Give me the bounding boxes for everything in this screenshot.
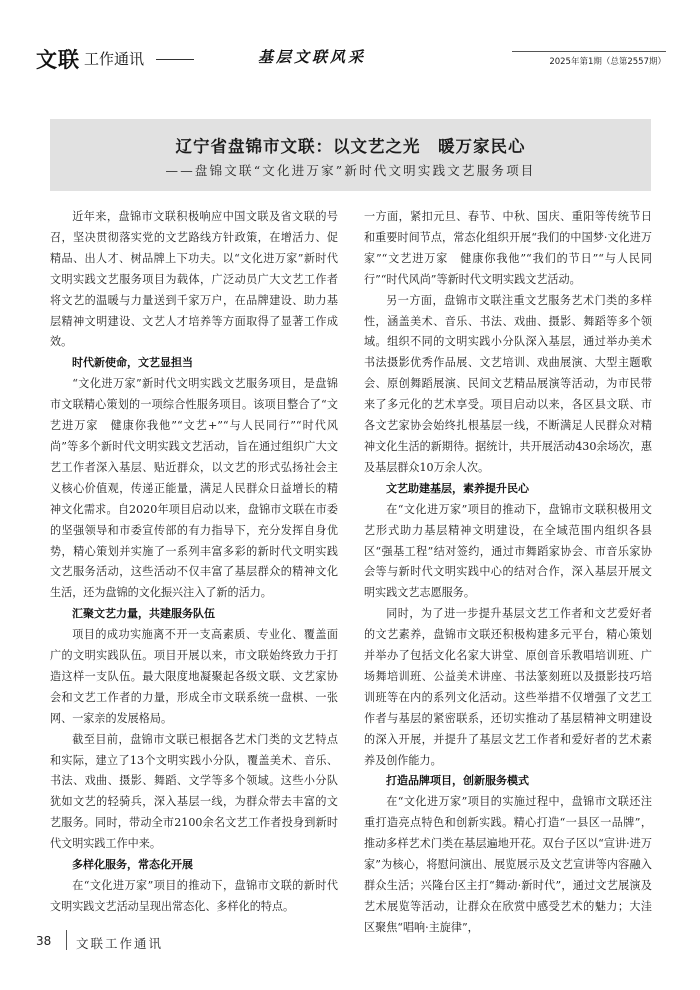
section-heading: 时代新使命，文艺显担当	[72, 356, 193, 370]
paragraph: 截至目前，盘锦市文联已根据各艺术门类的文艺特点和实际，建立了13个文明实践小分队，覆盖美术、音乐、书法、戏曲、摄影、舞蹈、文学等多个领域。这些小分队犹如文艺的轻骑兵，深入基层一线，为群众带去丰富的文艺服务。同时，带动全市2100余名文艺工作者投身到新时代文明实践工作中来。	[50, 732, 338, 851]
section-heading: 打造品牌项目，创新服务模式	[386, 774, 529, 788]
paragraph: 一方面，紧扣元旦、春节、中秋、国庆、重阳等传统节日和重要时间节点，常态化组织开展“我们的中国梦·文化进万家”“文艺进万家 健康你我他”“我们的节日”“与人民同行”“时代风尚”等新时代文明实践文艺活动。	[364, 210, 652, 286]
article-subtitle: ——盘锦文联“文化进万家”新时代文明实践文艺服务项目	[165, 163, 536, 178]
section-heading: 文艺助建基层，素养提升民心	[386, 481, 529, 495]
paragraph: 另一方面，盘锦市文联注重文艺服务艺术门类的多样性，涵盖美术、音乐、书法、戏曲、摄影、舞蹈等多个领域。组织不同的文明实践小分队深入基层，通过举办美术书法摄影优秀作品展、文艺培训、戏曲展演、大型主题歌会、原创舞蹈展演、民间文艺精品展演等活动，为市民带来了多元化的艺术享受。项目启动以来，各区县文联、市各文艺家协会始终扎根基层一线，不断满足人民群众对精神文化生活的新期待。据统计，共开展活动430余场次，惠及基层群众10万余人次。	[364, 293, 652, 474]
article-title: 辽宁省盘锦市文联：以文艺之光 暖万家民心	[175, 137, 526, 156]
section-heading: 多样化服务，常态化开展	[72, 858, 193, 872]
publication-logo: 文联	[36, 47, 80, 72]
left-text-column	[50, 207, 338, 918]
header-issue-rule	[512, 51, 666, 52]
issue-number: 2025年第1期（总第2557期）	[549, 57, 666, 67]
paragraph: 在“文化进万家”项目的推动下，盘锦市文联的新时代文明实践文艺活动呈现出常态化、多样化的特点。	[50, 879, 338, 913]
paragraph: “文化进万家”新时代文明实践文艺服务项目，是盘锦市文联精心策划的一项综合性服务项目。该项目整合了“文艺进万家 健康你我他”“文艺+”“与人民同行”“时代风尚”等多个新时代文明实践文艺活动，旨在通过组织广大文艺工作者深入基层、贴近群众，以文艺的形式弘扬社会主义核心价值观，传递正能量，满足人民群众日益增长的精神文化需求。自2020年项目启动以来，盘锦市文联在市委的坚强领导和市委宣传部的有力指导下，充分发挥自身优势，精心策划并实施了一系列丰富多彩的新时代文明实践文艺服务活动，这些活动不仅丰富了基层群众的精神文化生活，还为盘锦的文化振兴注入了新的活力。	[50, 377, 338, 600]
publication-name: 工作通讯	[84, 50, 145, 68]
article-title-block	[50, 119, 651, 191]
page-number: 38	[36, 934, 52, 948]
section-heading: 汇聚文艺力量，共建服务队伍	[72, 607, 215, 621]
footer-divider	[66, 930, 67, 950]
paragraph: 项目的成功实施离不开一支高素质、专业化、覆盖面广的文明实践队伍。项目开展以来，市文联始终致力于打造这样一支队伍。最大限度地凝聚起各级文联、文艺家协会和文艺工作者的力量，形成全市文联系统一盘棋、一张网、一家亲的发展格局。	[50, 628, 338, 725]
paragraph: 在“文化进万家”项目的实施过程中，盘锦市文联还注重打造亮点特色和创新实践。精心打造“一县区一品牌”，推动多样艺术门类在基层遍地开花。双台子区以“宣讲·进万家”为核心，将慰问演出、展览展示及文艺宣讲等内容融入群众生活；兴隆台区主打“舞动·新时代”，通过文艺展演及艺术展览等活动，让群众在欣赏中感受艺术的魅力；大洼区聚焦“唱响·主旋律”，	[364, 795, 652, 934]
paragraph: 同时，为了进一步提升基层文艺工作者和文艺爱好者的文艺素养，盘锦市文联还积极构建多元平台，精心策划并举办了包括文化名家大讲堂、原创音乐教唱培训班、广场舞培训班、公益美术讲座、书法篆刻班以及摄影技巧培训班等在内的系列文化活动。这些举措不仅增强了文艺工作者与基层的紧密联系，还切实推动了基层精神文明建设的深入开展，并提升了基层文艺工作者和爱好者的艺术素养及创作能力。	[364, 607, 652, 767]
header-rule	[156, 59, 194, 60]
column-name: 基层文联风采	[258, 48, 367, 66]
right-text-column	[364, 207, 652, 939]
paragraph: 近年来，盘锦市文联积极响应中国文联及省文联的号召，坚决贯彻落实党的文艺路线方针政策，在增活力、促精品、出人才、树品牌上下功夫。以“文化进万家”新时代文明实践文艺服务项目为载体，广泛动员广大文艺工作者将文艺的温暖与力量送到千家万户，在品牌建设、助力基层精神文明建设、文艺人才培养等方面取得了显著工作成效。	[50, 210, 338, 349]
page-header	[36, 38, 666, 78]
paragraph: 在“文化进万家”项目的推动下，盘锦市文联积极用文艺形式助力基层精神文明建设，在全域范围内组织各县区“强基工程”结对签约，通过市舞蹈家协会、市音乐家协会等与新时代文明实践中心的结对合作，深入基层开展文明实践文艺志愿服务。	[364, 502, 652, 600]
footer-publication-title: 文联工作通讯	[76, 936, 164, 951]
